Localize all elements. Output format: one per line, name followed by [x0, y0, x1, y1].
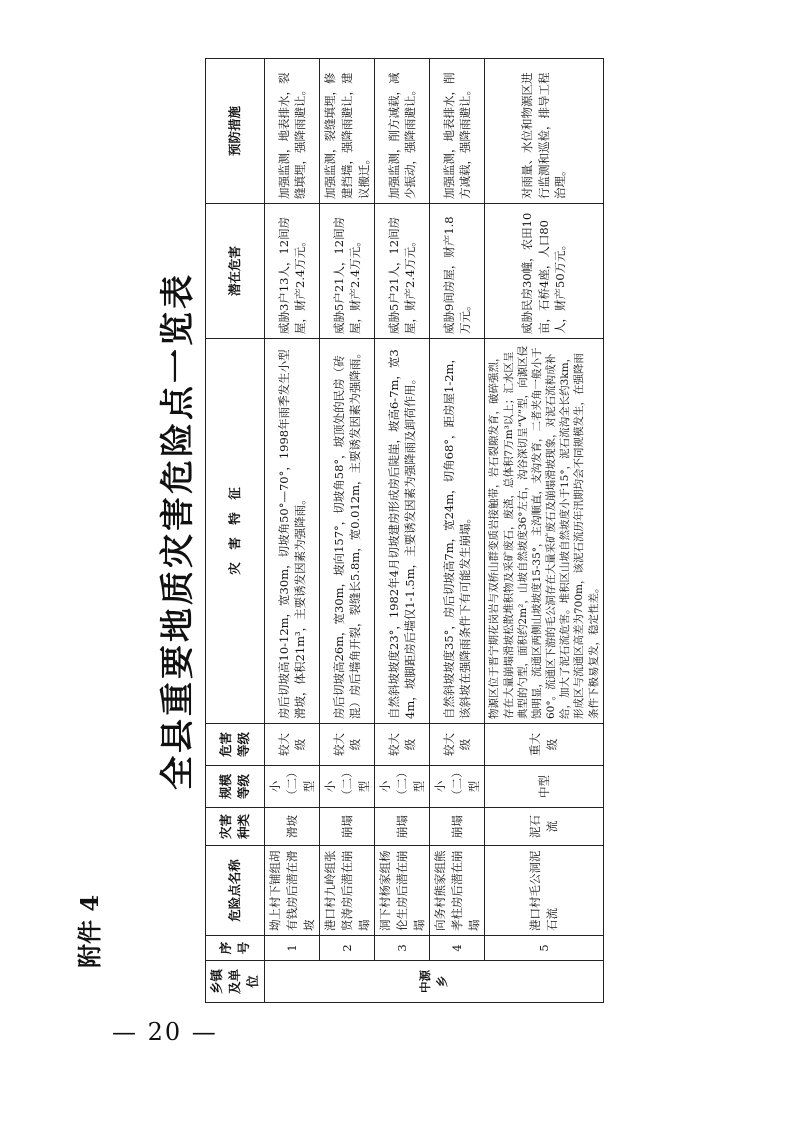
row-no: 4 [430, 936, 485, 961]
row-prevention: 加强监测，地表排水，削方减载，强降雨避让。 [430, 59, 485, 204]
row-scale: 小（二）型 [265, 766, 320, 808]
table-row [265, 59, 320, 1003]
hazard-table-container [205, 59, 600, 1003]
row-prevention: 对雨量、水位和物源区进行监测和巡检，排导工程治理。 [485, 59, 603, 204]
row-name: 洞下村杨家组杨伦生房后潜在崩塌 [375, 846, 430, 936]
row-type: 崩塌 [375, 808, 430, 846]
header-type: 灾害种类 [206, 808, 265, 846]
header-scale: 规模等级 [206, 766, 265, 808]
table-row [320, 59, 375, 1003]
row-name: 港口村九岭组张贤涛房后潜在崩塌 [320, 846, 375, 936]
page-number: — 20 — [112, 1018, 218, 1046]
row-prevention: 加强监测，地表排水，裂缝填埋，强降雨避让。 [265, 59, 320, 204]
row-features: 房后切坡高10-12m，宽30m，切坡角50°—70°，1998年雨季发生小型滑坡，体积21m³，主要诱发因素为强降雨。 [265, 339, 320, 724]
row-no: 3 [375, 936, 430, 961]
hazard-table [205, 58, 604, 1003]
header-no: 序号 [206, 936, 265, 961]
document-title: 全县重要地质灾害危险点一览表 [158, 272, 198, 790]
table-row [485, 59, 603, 1003]
row-risk: 威胁5户21人，12间房屋，财产2.4万元。 [375, 204, 430, 339]
header-name: 危险点名称 [206, 846, 265, 936]
row-prevention: 加强监测，削方减载，减少振动，强降雨避让。 [375, 59, 430, 204]
row-level: 较大级 [265, 724, 320, 766]
row-scale: 小（二）型 [375, 766, 430, 808]
header-risk: 潜在危害 [206, 204, 265, 339]
header-town: 乡镇及单位 [206, 961, 265, 1003]
row-type: 崩塌 [430, 808, 485, 846]
row-scale: 小（二）型 [320, 766, 375, 808]
row-name: 港口村毛公洞泥石流 [485, 846, 603, 936]
row-risk: 威胁5户21人，12间房屋，财产2.4万元。 [320, 204, 375, 339]
row-prevention: 加强监测，裂缝填埋，修建挡墙，强降雨避让，建议搬迁。 [320, 59, 375, 204]
table-row [430, 59, 485, 1003]
row-risk: 威胁3户13人，12间房屋，财产2.4万元。 [265, 204, 320, 339]
row-risk: 威胁9间房屋，财产1.8万元。 [430, 204, 485, 339]
row-name: 坳上村下铺组胡有钱房后潜在滑坡 [265, 846, 320, 936]
row-features: 物源区位于晋宁期花岗岩与双桥山群变质岩接触带，岩石裂隙发育，破碎强烈，存在大量崩塌滑坡松散堆积物及采矿废石，废渣，总体积7万m³以上；汇水区呈典型的勺型，面积约2m²，山坡自然坡度36°左右，沟谷深切呈“V”型，向源区侵蚀明显，流通区两侧山坡坡度15-35°，主沟顺直，支沟发育，二者夹角一般小于60°。流通区下游的毛公洞存在大量采矿废石及崩塌滑坡现象，对泥石流构成补给，加大了泥石流危害。堆积区山坡自然坡度小于15°，泥石流沟全长约3km，形成区与流通区高差为700m，该泥石流历年汛期均会不同规模发生，在强降雨条件下极易复发，稳定性差。 [485, 339, 603, 724]
row-features: 自然斜坡坡度35°，房后切坡高7m，宽24m，切角68°，距房屋1-2m，该斜坡在强降雨条件下有可能发生崩塌。 [430, 339, 485, 724]
attachment-label: 附件 4 [75, 894, 104, 968]
row-risk: 威胁民房30幢，农田10亩，石桥4座，人口80人，财产50万元。 [485, 204, 603, 339]
row-level: 较大级 [320, 724, 375, 766]
row-type: 崩塌 [320, 808, 375, 846]
row-scale: 中型 [485, 766, 603, 808]
row-level: 较大级 [375, 724, 430, 766]
header-prevention: 预防措施 [206, 59, 265, 204]
row-type: 滑坡 [265, 808, 320, 846]
row-type: 泥石流 [485, 808, 603, 846]
row-features: 自然斜坡坡度23°，1982年4月切坡建房形成房后陡崖，坡高6-7m，宽34m，坡脚距房后墙仅1-1.5m，主要诱发因素为强降雨及卸荷作用。 [375, 339, 430, 724]
row-level: 重大级 [485, 724, 603, 766]
header-features: 灾 害 特 征 [206, 339, 265, 724]
table-row [375, 59, 430, 1003]
row-name: 向务村熊家组熊孝柱房后潜在崩塌 [430, 846, 485, 936]
town-cell: 中源乡 [265, 961, 603, 1003]
row-no: 5 [485, 936, 603, 961]
row-no: 1 [265, 936, 320, 961]
row-no: 2 [320, 936, 375, 961]
row-level: 较大级 [430, 724, 485, 766]
row-scale: 小（二）型 [430, 766, 485, 808]
table-header-row [206, 59, 265, 1003]
header-level: 危害等级 [206, 724, 265, 766]
row-features: 房后切坡高26m，宽30m，坡向157°，切坡角58°，坡顶处的民房（砖混）房后墙角开裂，裂缝长5.8m，宽0.012m，主要诱发因素为强降雨。 [320, 339, 375, 724]
